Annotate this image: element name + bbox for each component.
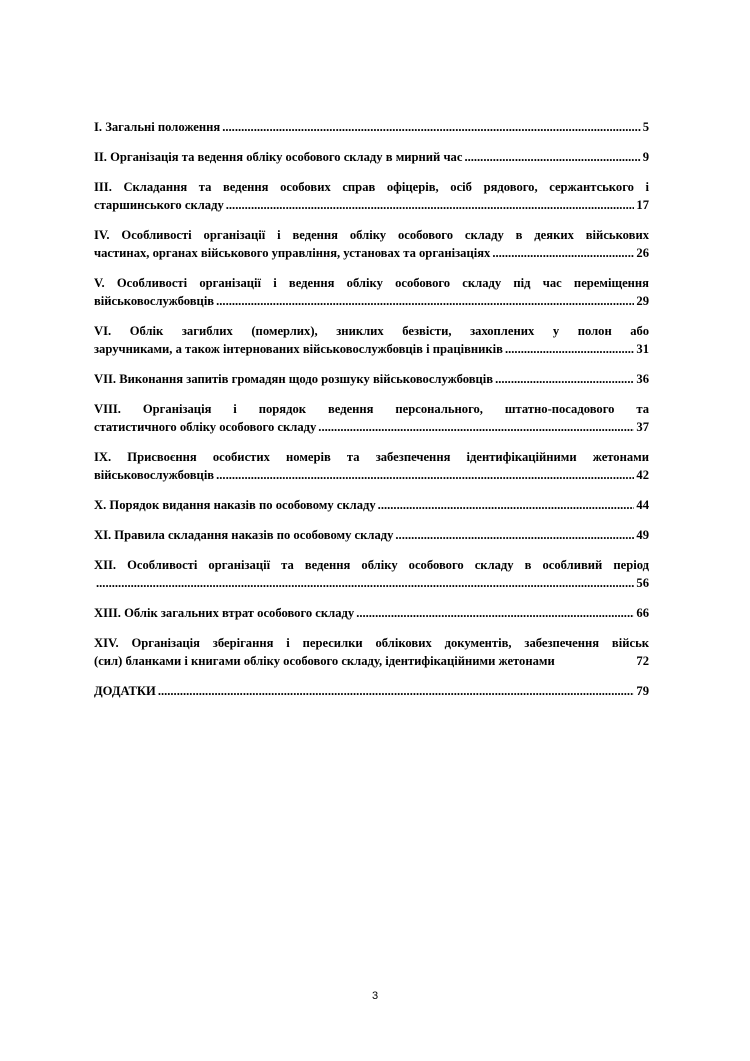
dot-leader	[216, 466, 634, 484]
dot-leader	[505, 340, 634, 358]
dot-leader	[395, 526, 634, 544]
toc-page-number: 79	[636, 684, 649, 698]
dot-leader	[495, 370, 634, 388]
toc-entry-title-line-2: частинах, органах військового управління, установах та організаціях	[94, 246, 491, 260]
toc-entry-title: VII. Виконання запитів громадян щодо розшуку військовослужбовців	[94, 372, 494, 386]
dot-leader	[318, 418, 634, 436]
dot-leader	[216, 292, 634, 310]
dot-leader	[464, 148, 640, 166]
toc-entry-5[interactable]	[94, 274, 649, 310]
dot-leader	[158, 682, 635, 700]
toc-entry-title: XI. Правила складання наказів по особовому складу	[94, 528, 394, 542]
toc-entry-title: XIII. Облік загальних втрат особового складу	[94, 606, 355, 620]
toc-entry-title: X. Порядок видання наказів по особовому складу	[94, 498, 376, 512]
toc-page-number: 9	[642, 150, 649, 164]
toc-entry-10[interactable]	[94, 496, 649, 514]
toc-page-number: 26	[636, 246, 649, 260]
toc-page-number: 29	[636, 294, 649, 308]
toc-page-number: 56	[636, 576, 649, 590]
toc-page-number: 49	[636, 528, 649, 542]
toc-page-number: 5	[642, 120, 649, 134]
toc-entry-title: ДОДАТКИ	[94, 684, 156, 698]
page-number: 3	[371, 990, 379, 1002]
toc-page-number: 44	[636, 498, 649, 512]
toc-entry-11[interactable]	[94, 526, 649, 544]
toc-entry-title-line-1: IX. Присвоєння особистих номерів та забезпечення ідентифікаційними жетонами	[94, 450, 649, 464]
dot-leader	[226, 196, 635, 214]
toc-entry-title-line-2: військовослужбовців	[94, 294, 215, 308]
toc-entry-4[interactable]	[94, 226, 649, 262]
toc-entry-title-line-2: заручниками, а також інтернованих військовослужбовців і працівників	[94, 342, 503, 356]
toc-entry-title-line-1: XII. Особливості організації та ведення обліку особового складу в особливий період	[94, 558, 649, 572]
toc-entry-title-line-1: XIV. Організація зберігання і пересилки облікових документів, забезпечення військ	[94, 636, 649, 650]
toc-entry-title-line-2: статистичного обліку особового складу	[94, 420, 317, 434]
toc-entry-8[interactable]	[94, 400, 649, 436]
toc-page-number: 17	[636, 198, 649, 212]
toc-entry-3[interactable]	[94, 178, 649, 214]
toc-entry-title: II. Організація та ведення обліку особового складу в мирний час	[94, 150, 463, 164]
toc-entry-title: I. Загальні положення	[94, 120, 221, 134]
dot-leader	[356, 604, 634, 622]
dot-leader	[492, 244, 634, 262]
toc-entry-13[interactable]	[94, 604, 649, 622]
table-of-contents	[94, 118, 649, 712]
toc-entry-7[interactable]	[94, 370, 649, 388]
toc-entry-6[interactable]	[94, 322, 649, 358]
toc-entry-9[interactable]	[94, 448, 649, 484]
toc-entry-title-line-2: старшинського складу	[94, 198, 224, 212]
toc-page-number: 31	[636, 342, 649, 356]
toc-entry-title-line-2: (сил) бланками і книгами обліку особового складу, ідентифікаційними жетонами	[94, 654, 555, 668]
dot-leader	[378, 496, 635, 514]
toc-entry-12[interactable]	[94, 556, 649, 592]
dot-leader	[96, 574, 634, 592]
toc-entry-14[interactable]	[94, 634, 649, 670]
toc-page-number: 72	[636, 654, 649, 668]
dot-leader	[222, 118, 640, 136]
toc-entry-title-line-1: III. Складання та ведення особових справ офіцерів, осіб рядового, сержантського і	[94, 180, 649, 194]
toc-entry-2[interactable]	[94, 148, 649, 166]
toc-page-number: 36	[636, 372, 649, 386]
toc-page-number: 66	[636, 606, 649, 620]
toc-entry-15[interactable]	[94, 682, 649, 700]
toc-entry-title-line-1: VI. Облік загиблих (померлих), зниклих безвісти, захоплених у полон або	[94, 324, 649, 338]
toc-entry-title-line-1: V. Особливості організації і ведення обліку особового складу під час переміщення	[94, 276, 649, 290]
toc-page-number: 42	[636, 468, 649, 482]
toc-entry-1[interactable]	[94, 118, 649, 136]
toc-entry-title-line-1: IV. Особливості організації і ведення обліку особового складу в деяких військових	[94, 228, 649, 242]
toc-entry-title-line-1: VIII. Організація і порядок ведення персонального, штатно-посадового та	[94, 402, 649, 416]
toc-page-number: 37	[636, 420, 649, 434]
toc-entry-title-line-2: військовослужбовців	[94, 468, 215, 482]
